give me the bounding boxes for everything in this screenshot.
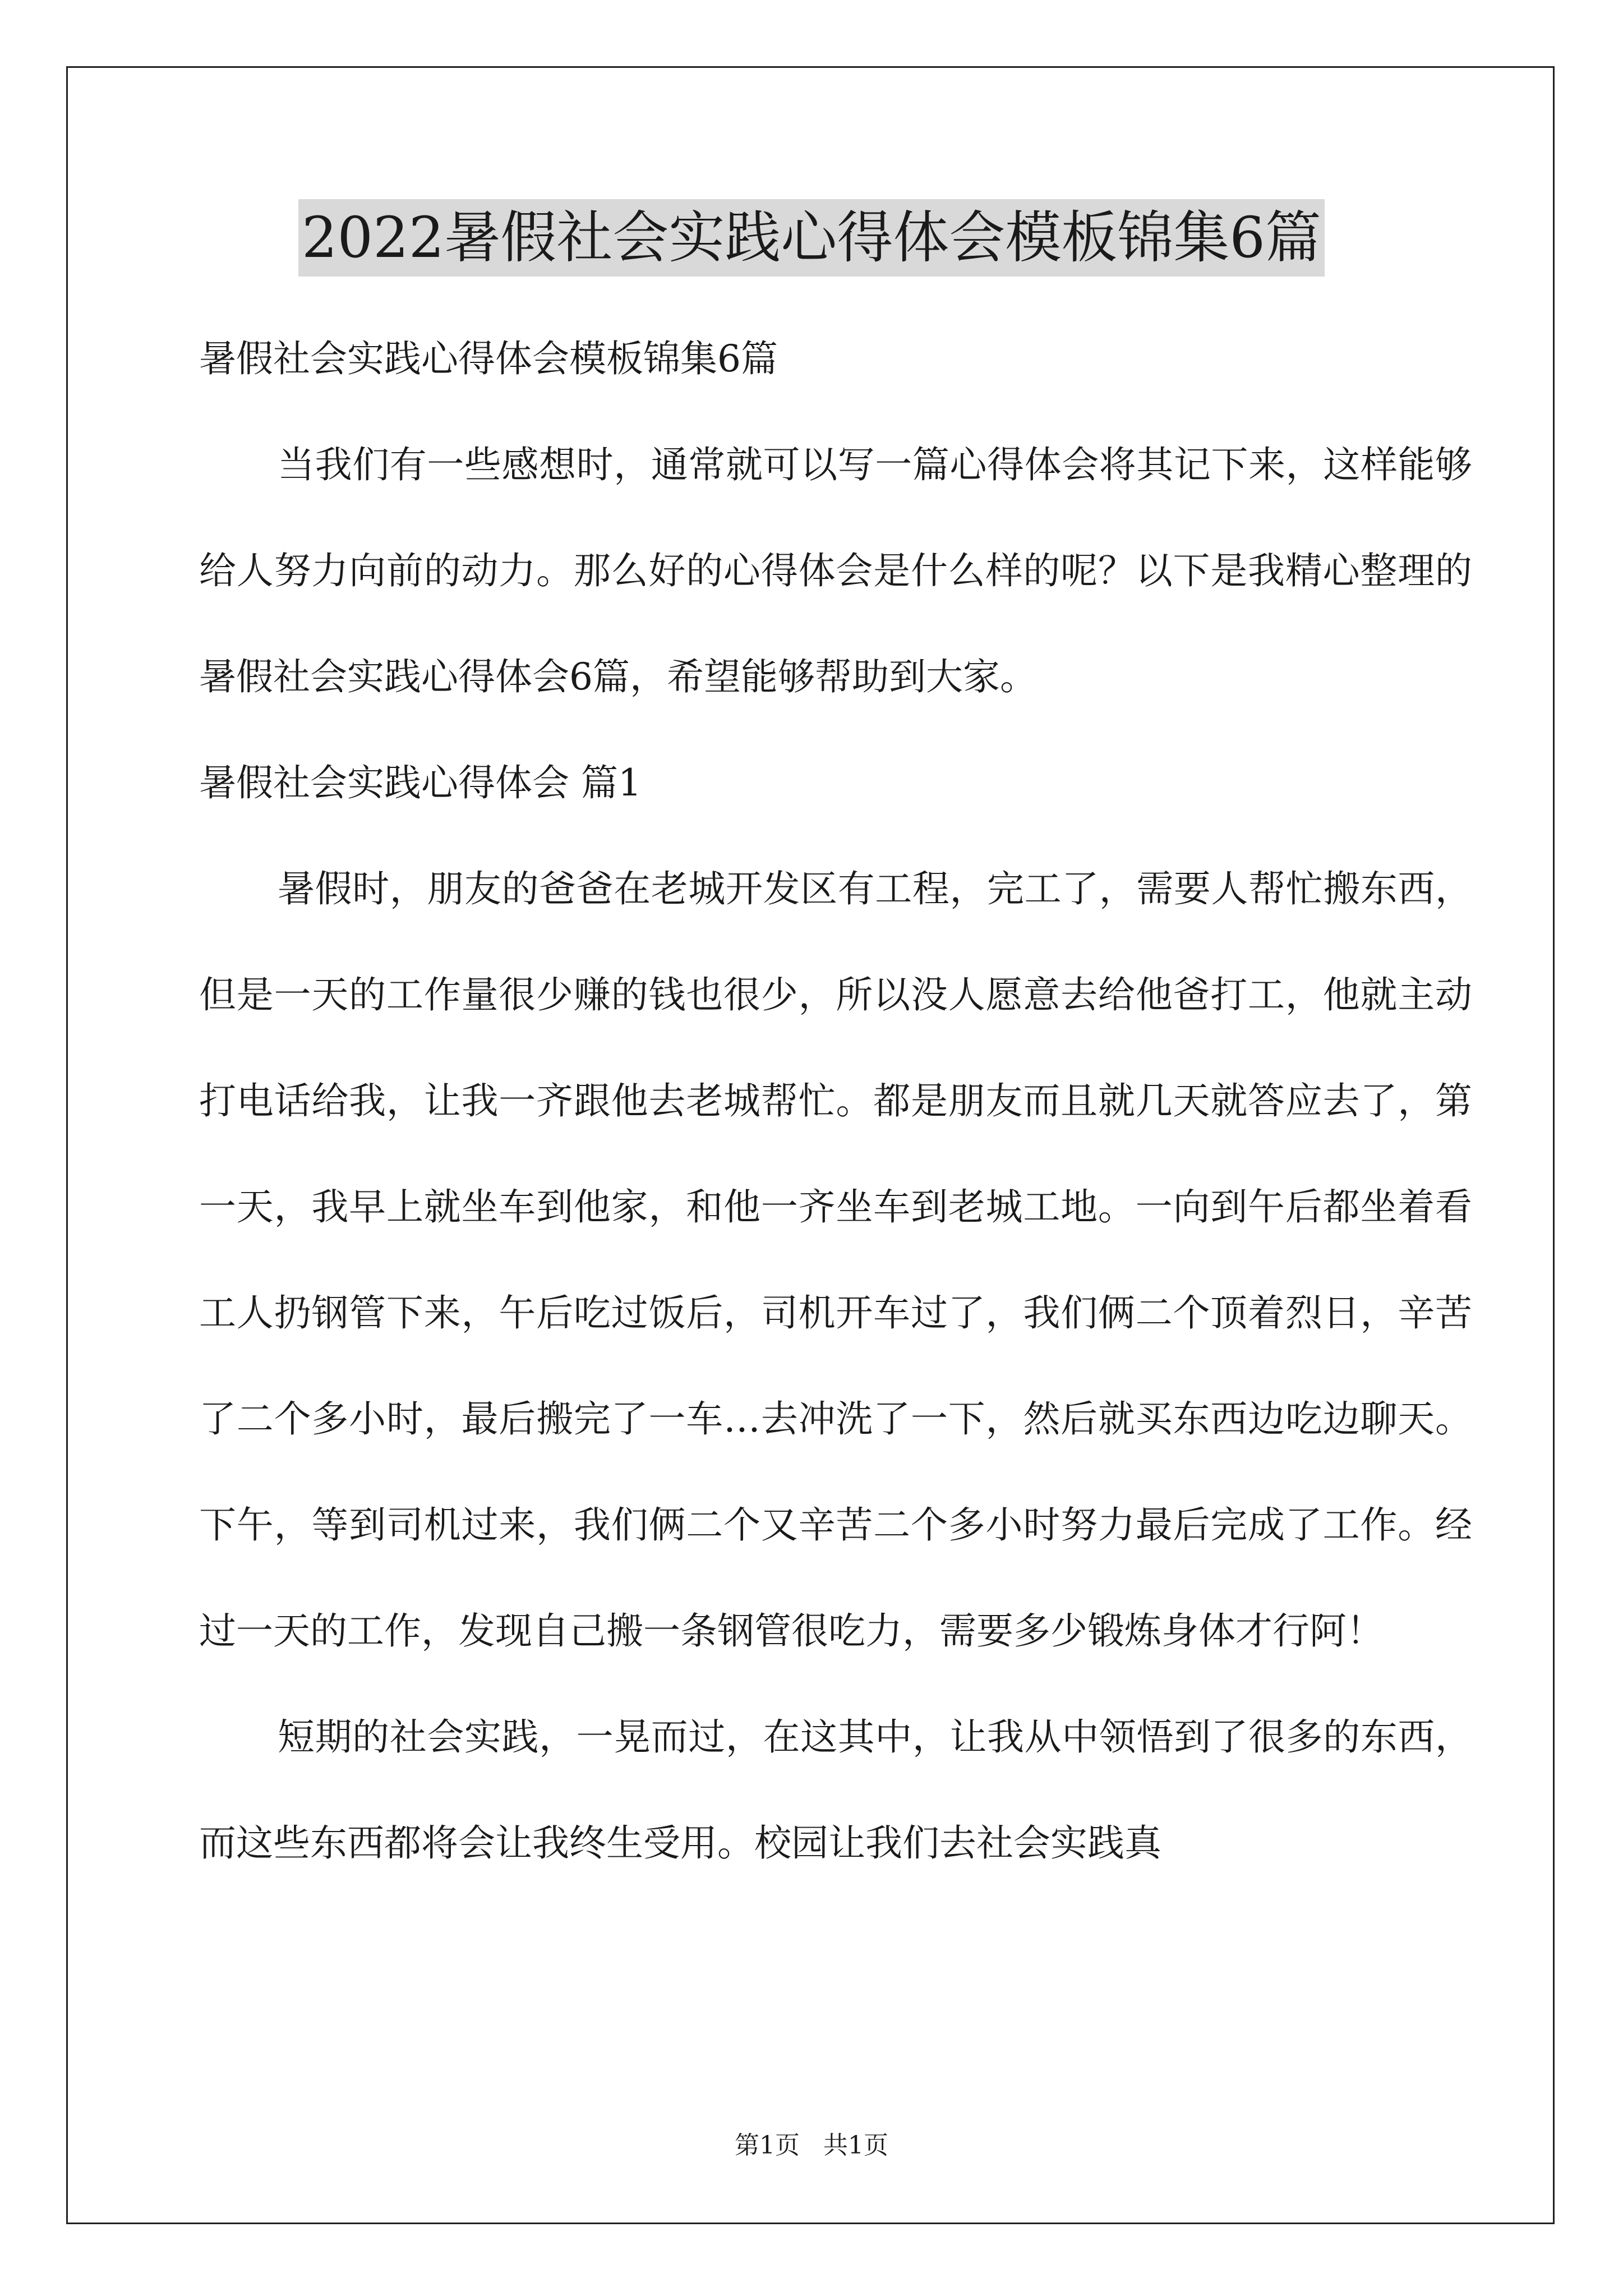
page-footer: 第1页 共1页 xyxy=(735,2131,888,2160)
section-heading: 暑假社会实践心得体会 篇1 xyxy=(199,761,642,804)
document-title: 2022暑假社会实践心得体会模板锦集6篇 xyxy=(298,199,1325,277)
document-body xyxy=(199,306,1472,1896)
title-container xyxy=(0,199,1623,277)
body-paragraph: 暑假时，朋友的爸爸在老城开发区有工程，完工了，需要人帮忙搬东西，但是一天的工作量很少赚的钱也很少，所以没人愿意去给他爸打工，他就主动打电话给我，让我一齐跟他去老城帮忙。都是朋友而且就几天就答应去了，第一天，我早上就坐车到他家，和他一齐坐车到老城工地。一向到午后都坐着看工人扔钢管下来，午后吃过饭后，司机开车过了，我们俩二个顶着烈日，辛苦了二个多小时，最后搬完了一车…去冲洗了一下，然后就买东西边吃边聊天。下午，等到司机过来，我们俩二个又辛苦二个多小时努力最后完成了工作。经过一天的工作，发现自己搬一条钢管很吃力，需要多少锻炼身体才行阿！ xyxy=(199,867,1472,1653)
subtitle-paragraph: 暑假社会实践心得体会模板锦集6篇 xyxy=(199,337,778,380)
intro-paragraph: 当我们有一些感想时，通常就可以写一篇心得体会将其记下来，这样能够给人努力向前的动力。那么好的心得体会是什么样的呢？以下是我精心整理的暑假社会实践心得体会6篇，希望能够帮助到大家。 xyxy=(199,443,1472,698)
body-paragraph: 短期的社会实践，一晃而过，在这其中，让我从中领悟到了很多的东西，而这些东西都将会让我终生受用。校园让我们去社会实践真 xyxy=(199,1715,1472,1865)
